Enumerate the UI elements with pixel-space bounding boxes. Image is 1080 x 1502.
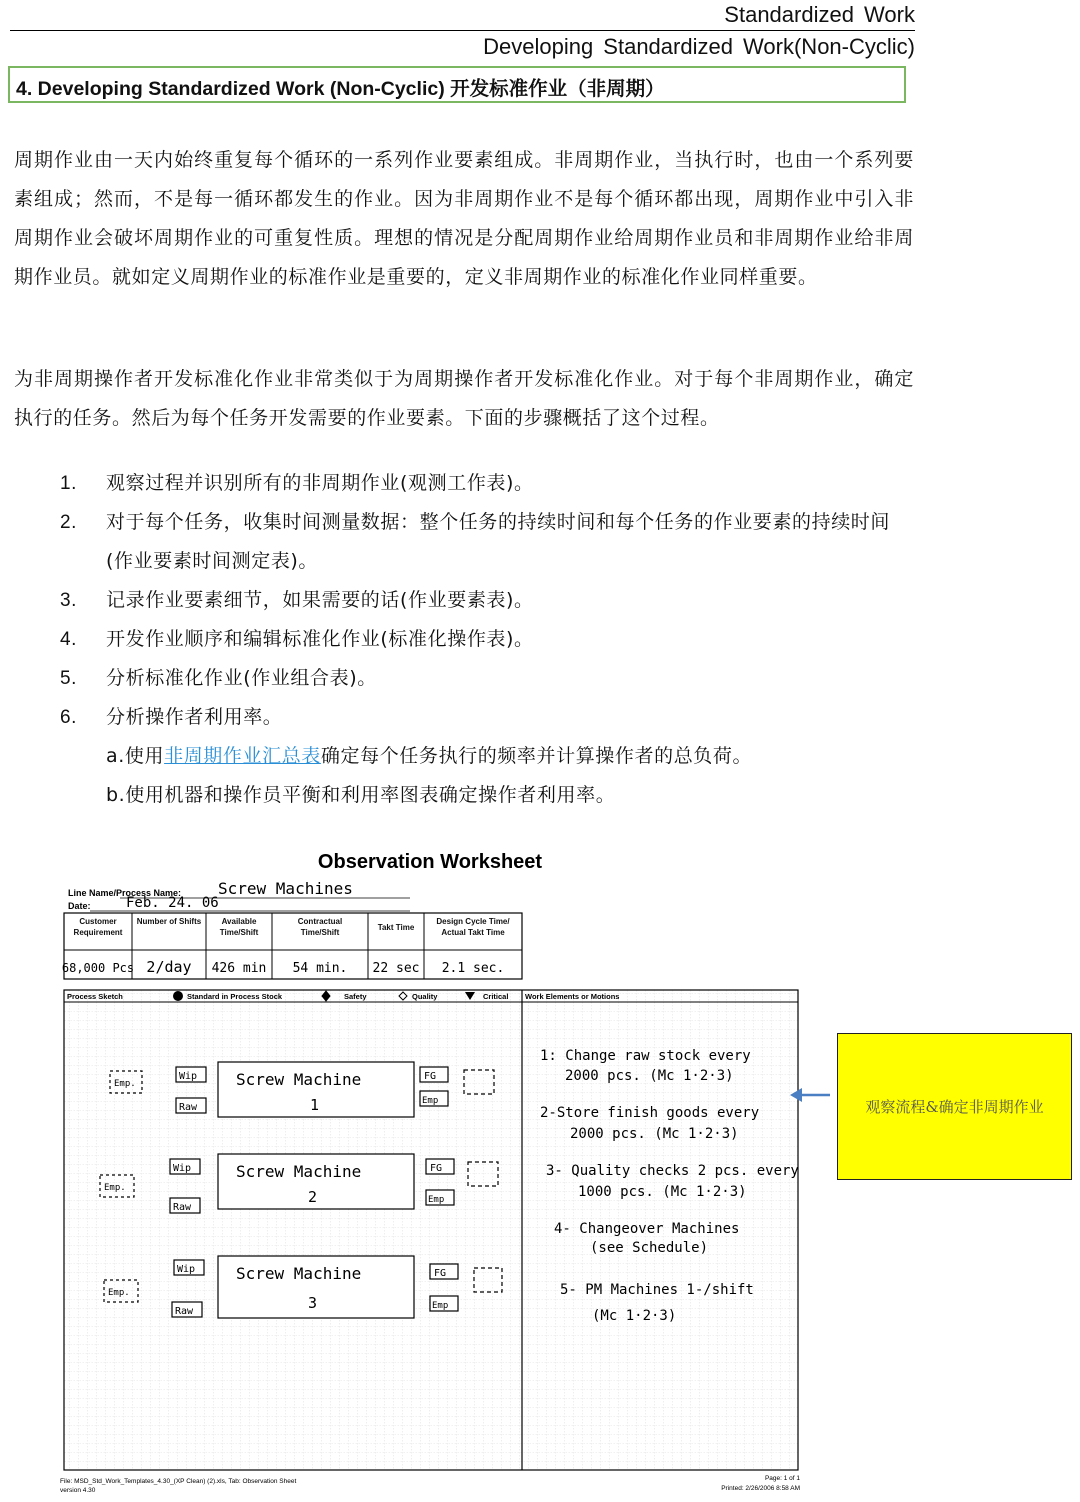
wip-tag: Wip bbox=[173, 1163, 192, 1174]
element-3-line1: 3- Quality checks 2 pcs. every bbox=[546, 1163, 799, 1179]
element-1-line1: 1: Change raw stock every bbox=[540, 1048, 751, 1064]
machine-2-number: 2 bbox=[308, 1188, 318, 1206]
section-heading-box bbox=[8, 66, 906, 103]
operator-tag: Emp. bbox=[114, 1079, 136, 1089]
wip-tag: Wip bbox=[177, 1264, 196, 1275]
step-text: 分析标准化作业(作业组合表)。 bbox=[106, 667, 377, 689]
line-name-value: Screw Machines bbox=[218, 879, 353, 898]
step-number: 1. bbox=[60, 473, 78, 494]
legend-quality: Quality bbox=[412, 992, 438, 1001]
col-number-of-shifts: Number of Shifts bbox=[136, 917, 202, 926]
line-name-label: Line Name/Process Name: bbox=[68, 888, 182, 898]
step-text: 开发作业顺序和编辑标准化作业(标准化操作表)。 bbox=[106, 628, 534, 650]
step-text: 观察过程并识别所有的非周期作业(观测工作表)。 bbox=[106, 472, 534, 494]
raw-tag: Raw bbox=[173, 1202, 192, 1213]
legend-safety: Safety bbox=[344, 992, 367, 1001]
raw-tag: Raw bbox=[179, 1102, 198, 1113]
step-list bbox=[60, 464, 916, 815]
element-2-line2: 2000 pcs. (Mc 1·2·3) bbox=[570, 1126, 739, 1142]
value-available-time: 426 min bbox=[211, 961, 267, 976]
col-customer-requirement: Customer Requirement bbox=[73, 917, 123, 937]
footer-file: File: MSD_Std_Work_Templates_4.30_(XP Clean) (2).xls, Tab: Observation Sheet bbox=[60, 1478, 297, 1485]
date-value: Feb. 24. 06 bbox=[126, 895, 219, 911]
value-number-of-shifts: 2/day bbox=[146, 958, 192, 976]
element-4-line2: (see Schedule) bbox=[590, 1240, 709, 1256]
substep-a bbox=[60, 737, 916, 776]
substep-a-suffix: 确定每个任务执行的频率并计算操作者的总负荷。 bbox=[320, 745, 753, 767]
machine-1-number: 1 bbox=[310, 1096, 320, 1114]
stock-circle-icon bbox=[173, 991, 183, 1001]
wip-tag: Wip bbox=[179, 1071, 198, 1082]
footer-page: Page: 1 of 1 bbox=[764, 1475, 800, 1482]
operator-tag: Emp. bbox=[108, 1288, 130, 1298]
substep-b: b.使用机器和操作员平衡和利用率图表确定操作者利用率。 bbox=[106, 784, 616, 806]
header-title: Standardized Work bbox=[724, 2, 915, 27]
step-number: 3. bbox=[60, 590, 78, 611]
step-item bbox=[60, 620, 916, 659]
step-text: 分析操作者利用率。 bbox=[106, 706, 283, 728]
legend-stock: Standard in Process Stock bbox=[187, 992, 283, 1001]
worksheet-footer bbox=[60, 1475, 800, 1494]
step-number: 4. bbox=[60, 629, 78, 650]
substep-a-prefix: a.使用 bbox=[106, 745, 165, 767]
col-contractual-time: Contractual Time/Shift bbox=[297, 917, 343, 937]
step-text: 对于每个任务，收集时间测量数据：整个任务的持续时间和每个任务的作业要素的持续时间(作业要素时间测定表)。 bbox=[106, 511, 891, 572]
legend-critical: Critical bbox=[483, 992, 509, 1001]
footer-printed: Printed: 2/26/2006 8:58 AM bbox=[721, 1485, 800, 1492]
requirements-table bbox=[62, 913, 522, 979]
value-takt-time: 22 sec bbox=[372, 961, 420, 976]
step-item bbox=[60, 659, 916, 698]
col-design-cycle-time: Design Cycle Time/ Actual Takt Time bbox=[436, 917, 510, 937]
element-5-line2: (Mc 1·2·3) bbox=[592, 1308, 677, 1324]
element-1-line2: 2000 pcs. (Mc 1·2·3) bbox=[565, 1068, 734, 1084]
step-number: 2. bbox=[60, 512, 78, 533]
col-available-time: Available Time/Shift bbox=[219, 917, 259, 937]
emp-tag: Emp bbox=[432, 1301, 449, 1311]
step-item bbox=[60, 698, 916, 737]
footer-version: version 4.30 bbox=[60, 1487, 96, 1494]
header-subtitle: Developing Standardized Work(Non-Cyclic) bbox=[483, 34, 915, 59]
element-4-line1: 4- Changeover Machines bbox=[554, 1221, 740, 1237]
machine-1-name: Screw Machine bbox=[236, 1070, 362, 1089]
fg-tag: FG bbox=[434, 1268, 447, 1279]
paragraph-1: 周期作业由一天内始终重复每个循环的一系列作业要素组成。非周期作业，当执行时，也由一个系列要素组成；然而，不是每一循环都发生的作业。因为非周期作业不是每个循环都出现，周期作业中引入非周期作业会破坏周期作业的可重复性质。理想的情况是分配周期作业给周期作业员和非周期作业给非周期作业员。就如定义周期作业的标准作业是重要的，定义非周期作业的标准化作业同样重要。 bbox=[14, 149, 914, 288]
callout-note: 观察流程&确定非周期作业 bbox=[837, 1033, 1072, 1180]
value-design-cycle-time: 2.1 sec. bbox=[441, 961, 505, 976]
fg-tag: FG bbox=[424, 1071, 437, 1082]
emp-tag: Emp bbox=[428, 1195, 445, 1205]
element-2-line1: 2-Store finish goods every bbox=[540, 1105, 760, 1121]
element-5-line1: 5- PM Machines 1-/shift bbox=[560, 1282, 754, 1298]
step-number: 5. bbox=[60, 668, 78, 689]
value-contractual-time: 54 min. bbox=[292, 961, 348, 976]
section-title: 4. Developing Standardized Work (Non-Cyclic) 开发标准作业（非周期） bbox=[16, 78, 665, 100]
step-text: 记录作业要素细节，如果需要的话(作业要素表)。 bbox=[106, 589, 534, 611]
legend-work-elements: Work Elements or Motions bbox=[525, 992, 620, 1001]
col-takt-time: Takt Time bbox=[377, 923, 415, 932]
machine-3-name: Screw Machine bbox=[236, 1264, 362, 1283]
observation-worksheet bbox=[60, 840, 830, 1502]
summary-table-link[interactable]: 非周期作业汇总表 bbox=[164, 745, 321, 767]
machine-2-name: Screw Machine bbox=[236, 1162, 362, 1181]
operator-tag: Emp. bbox=[104, 1183, 126, 1193]
machine-3-number: 3 bbox=[308, 1294, 318, 1312]
value-customer-requirement: 68,000 Pcs bbox=[61, 961, 135, 975]
step-item bbox=[60, 464, 916, 503]
step-item bbox=[60, 503, 916, 581]
element-3-line2: 1000 pcs. (Mc 1·2·3) bbox=[578, 1184, 747, 1200]
raw-tag: Raw bbox=[175, 1306, 194, 1317]
paragraph-2: 为非周期操作者开发标准化作业非常类似于为周期操作者开发标准化作业。对于每个非周期作业，确定执行的任务。然后为每个任务开发需要的作业要素。下面的步骤概括了这个过程。 bbox=[14, 368, 914, 429]
legend-process-sketch: Process Sketch bbox=[67, 992, 123, 1001]
header-rule bbox=[10, 30, 915, 31]
date-label: Date: bbox=[68, 901, 91, 911]
emp-tag: Emp bbox=[422, 1096, 439, 1106]
step-number: 6. bbox=[60, 707, 78, 728]
fg-tag: FG bbox=[430, 1163, 443, 1174]
worksheet-title: Observation Worksheet bbox=[317, 851, 543, 873]
step-item bbox=[60, 581, 916, 620]
